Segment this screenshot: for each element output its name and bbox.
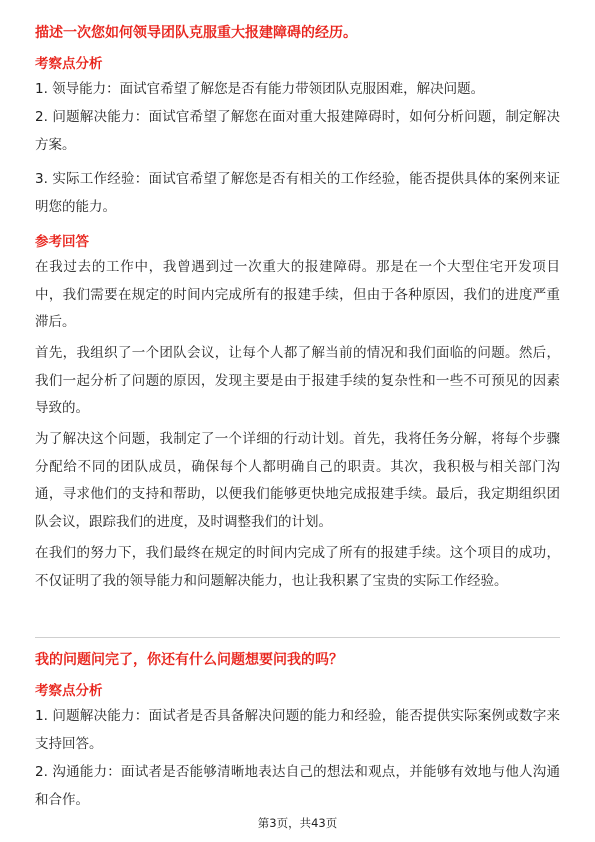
- analysis-item-2-1: 1. 问题解决能力：面试者是否具备解决问题的能力和经验，能否提供实际案例或数字来支持回答。: [35, 708, 560, 752]
- analysis-item-1-3: 3. 实际工作经验：面试官希望了解您是否有相关的工作经验，能否提供具体的案例来证明您的能力。: [35, 171, 560, 215]
- question-title-1: 描述一次您如何领导团队克服重大报建障碍的经历。: [35, 25, 357, 41]
- question-title-2: 我的问题问完了，你还有什么问题想要问我的吗？: [35, 652, 343, 668]
- analysis-item-2-2: 2. 沟通能力：面试者是否能够清晰地表达自己的想法和观点，并能够有效地与他人沟通和合作。: [35, 764, 560, 808]
- page-number: 第3页，共43页: [257, 816, 338, 830]
- answer-paragraph-3: 为了解决这个问题，我制定了一个详细的行动计划。首先，我将任务分解，将每个步骤分配给不同的团队成员，确保每个人都明确自己的职责。其次，我积极与相关部门沟通，寻求他们的支持和帮助，以便我们能够更快地完成报建手续。最后，我定期组织团队会议，跟踪我们的进度，及时调整我们的计划。: [35, 431, 560, 530]
- analysis-item-1-2: 2. 问题解决能力：面试官希望了解您在面对重大报建障碍时，如何分析问题，制定解决方案。: [35, 109, 560, 153]
- analysis-heading-2: 考察点分析: [35, 683, 103, 699]
- answer-heading: 参考回答: [35, 234, 89, 250]
- section-divider: [35, 637, 560, 638]
- answer-paragraph-4: 在我们的努力下，我们最终在规定的时间内完成了所有的报建手续。这个项目的成功，不仅证明了我的领导能力和问题解决能力，也让我积累了宝贵的实际工作经验。: [35, 545, 560, 589]
- answer-paragraph-1: 在我过去的工作中，我曾遇到过一次重大的报建障碍。那是在一个大型住宅开发项目中，我们需要在规定的时间内完成所有的报建手续，但由于各种原因，我们的进度严重滞后。: [35, 259, 560, 330]
- analysis-item-1-1: 1. 领导能力：面试官希望了解您是否有能力带领团队克服困难，解决问题。: [35, 81, 485, 97]
- answer-paragraph-2: 首先，我组织了一个团队会议，让每个人都了解当前的情况和我们面临的问题。然后，我们一起分析了问题的原因，发现主要是由于报建手续的复杂性和一些不可预见的因素导致的。: [35, 345, 560, 416]
- analysis-heading-1: 考察点分析: [35, 56, 103, 72]
